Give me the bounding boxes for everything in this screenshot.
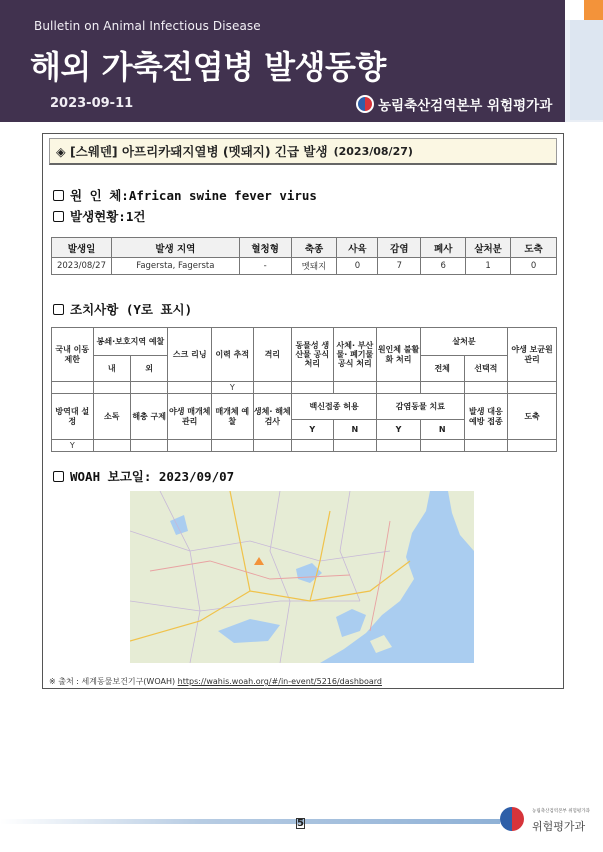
- agency-logo-icon: [500, 807, 524, 831]
- measure-value: Y: [212, 382, 254, 394]
- measure-header: 해충 구제: [130, 394, 167, 440]
- table-cell: 1: [466, 258, 511, 275]
- status-label: 발생현황:: [70, 209, 126, 224]
- measures-line: [53, 300, 192, 318]
- measure-values-row: [52, 382, 557, 394]
- measure-header: 스크 리닝: [168, 328, 212, 382]
- measure-value: [130, 440, 167, 452]
- page-number: 5: [297, 818, 304, 829]
- measure-value: [253, 440, 291, 452]
- footer-bar: [0, 819, 500, 824]
- pathogen-line: [53, 186, 317, 204]
- measure-subheader: N: [420, 420, 464, 440]
- measure-header: 발생 대응 예방 접종: [464, 394, 508, 440]
- col-header: 감염: [378, 238, 421, 258]
- measure-header: 매개체 예찰: [212, 394, 254, 440]
- table-cell: -: [239, 258, 291, 275]
- measure-value: [130, 382, 167, 394]
- col-header: 사육: [337, 238, 378, 258]
- agency-label: [356, 94, 552, 114]
- measure-value: [464, 382, 508, 394]
- measure-value: [420, 382, 464, 394]
- checkbox-square-icon: [53, 190, 64, 201]
- page-header: [0, 0, 565, 122]
- measure-subheader: Y: [292, 420, 334, 440]
- agency-logo-icon: [356, 95, 374, 113]
- measure-value: [292, 382, 334, 394]
- outbreak-table: [51, 237, 557, 275]
- measure-value: [333, 382, 377, 394]
- col-header: 도축: [511, 238, 557, 258]
- measure-value: [377, 382, 421, 394]
- measure-value: [93, 440, 130, 452]
- col-header: 발생일: [52, 238, 112, 258]
- measure-header: 생체· 해체 검사: [253, 394, 291, 440]
- table-cell: 0: [337, 258, 378, 275]
- col-header: 살처분: [466, 238, 511, 258]
- measure-value: [253, 382, 291, 394]
- measure-header: 도축: [508, 394, 557, 440]
- page-title: 해외 가축전염병 발생동향: [30, 48, 386, 86]
- measure-subheader: Y: [377, 420, 421, 440]
- table-header-row: [52, 238, 557, 258]
- measure-value: Y: [52, 440, 94, 452]
- measure-value: [420, 440, 464, 452]
- measure-subheader: N: [333, 420, 377, 440]
- measure-value: [52, 382, 94, 394]
- agency-name: 농림축산검역본부 위험평가과: [378, 98, 553, 114]
- table-cell: 2023/08/27: [52, 258, 112, 275]
- measure-header: 감염동물 치료: [377, 394, 464, 420]
- table-cell: 멧돼지: [291, 258, 337, 275]
- measure-header: 살처분: [420, 328, 507, 356]
- measure-header: 봉쇄·보호지역 예찰: [93, 328, 168, 356]
- col-header: 혈청형: [239, 238, 291, 258]
- topic-date: (2023/08/27): [333, 144, 413, 158]
- measure-header: 야생 보균원 관리: [508, 328, 557, 382]
- corner-decoration-stripe: [570, 20, 603, 120]
- measures-label: 조치사항 (Y로 표시): [70, 302, 193, 317]
- measure-value: [292, 440, 334, 452]
- bulletin-label: Bulletin on Animal Infectious Disease: [34, 19, 261, 33]
- measure-header: 이력 추적: [212, 328, 254, 382]
- measure-value: [377, 440, 421, 452]
- measure-value: [508, 440, 557, 452]
- topic-banner: [49, 138, 557, 165]
- table-cell: 6: [421, 258, 466, 275]
- corner-accent: [584, 0, 603, 20]
- source-link[interactable]: https://wahis.woah.org/#/in-event/5216/dashboard: [177, 677, 382, 686]
- checkbox-square-icon: [53, 304, 64, 315]
- measure-values-row: [52, 440, 557, 452]
- measure-header: 원인체 불활화 처리: [377, 328, 421, 382]
- report-box: [42, 133, 564, 689]
- measure-value: [212, 440, 254, 452]
- measure-header: 소독: [93, 394, 130, 440]
- checkbox-square-icon: [53, 471, 64, 482]
- outbreak-location-map: [130, 491, 474, 663]
- publication-date: 2023-09-11: [50, 96, 134, 111]
- measure-subheader: 선택적: [464, 356, 508, 382]
- map-graphic: [130, 491, 474, 663]
- source-note: [49, 676, 382, 687]
- measure-value: [168, 440, 212, 452]
- measure-value: [464, 440, 508, 452]
- measure-header: 백신접종 허용: [292, 394, 377, 420]
- measure-value: [333, 440, 377, 452]
- measure-value: [93, 382, 130, 394]
- source-prefix: ※ 출처 : 세계동물보건기구(WOAH): [49, 677, 178, 686]
- footer-team: 위험평가과: [532, 820, 586, 833]
- measure-header: 사체· 부산물· 폐기물 공식 처리: [333, 328, 377, 382]
- table-row: [52, 258, 557, 275]
- pathogen-value: African swine fever virus: [128, 187, 317, 203]
- measure-value: [508, 382, 557, 394]
- measure-subheader: 외: [130, 356, 167, 382]
- col-header: 폐사: [421, 238, 466, 258]
- col-header: 축종: [291, 238, 337, 258]
- col-header: 발생 지역: [111, 238, 239, 258]
- measure-header: 동물성 생산물 공식 처리: [292, 328, 334, 382]
- measure-header: 방역대 설정: [52, 394, 94, 440]
- status-value: 1건: [125, 209, 146, 224]
- checkbox-square-icon: [53, 211, 64, 222]
- measure-header: 야생 매개체 관리: [168, 394, 212, 440]
- topic-title: ◈ [스웨덴] 아프리카돼지열병 (멧돼지) 긴급 발생: [56, 144, 328, 159]
- measure-subheader: 전체: [420, 356, 464, 382]
- measures-table: [51, 327, 557, 452]
- woah-line: [53, 467, 234, 485]
- measure-subheader: 내: [93, 356, 130, 382]
- table-cell: 7: [378, 258, 421, 275]
- status-line: [53, 207, 145, 225]
- measure-header: 국내 이동 제한: [52, 328, 94, 382]
- measure-value: [168, 382, 212, 394]
- woah-label: WOAH 보고일: 2023/09/07: [70, 469, 235, 484]
- measure-header: 격리: [253, 328, 291, 382]
- table-cell: Fagersta, Fagersta: [111, 258, 239, 275]
- footer-org: 농림축산검역본부 위험평가과: [532, 809, 590, 814]
- table-cell: 0: [511, 258, 557, 275]
- pathogen-label: 원 인 체:: [70, 188, 129, 203]
